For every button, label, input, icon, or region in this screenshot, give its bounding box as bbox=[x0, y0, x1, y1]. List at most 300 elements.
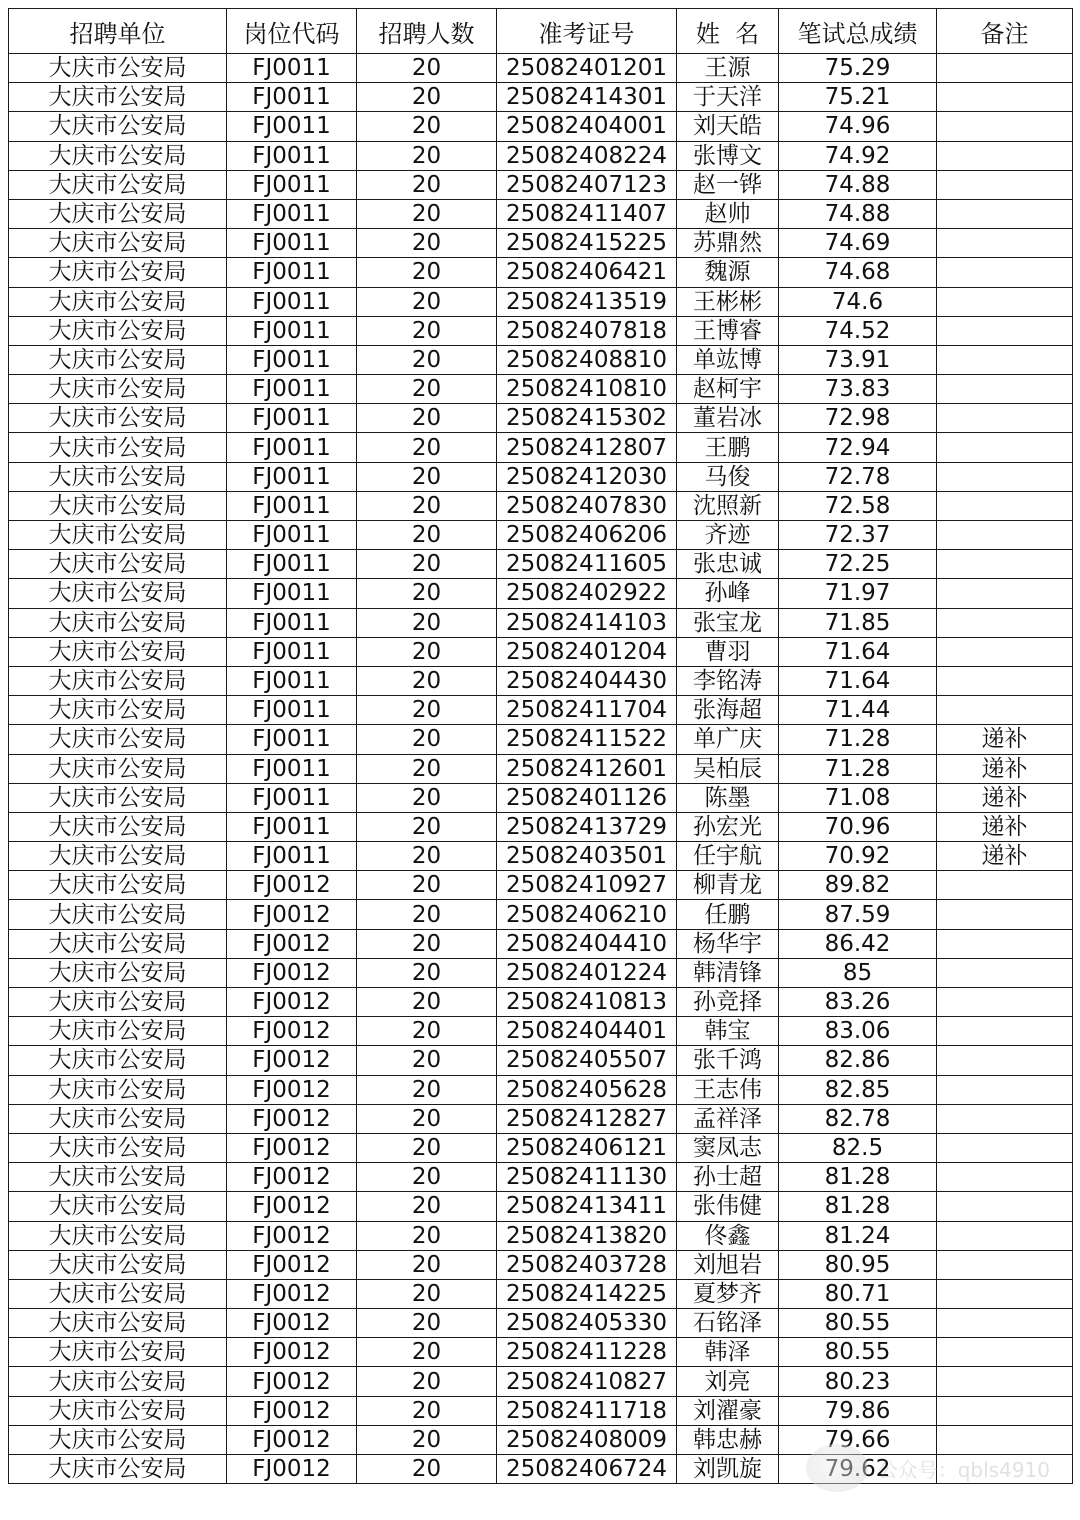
cell-name: 任宇航 bbox=[677, 842, 779, 871]
table-row bbox=[9, 404, 1073, 433]
cell-name: 吴柏辰 bbox=[677, 754, 779, 783]
table-row bbox=[9, 521, 1073, 550]
cell-position-code: FJ0011 bbox=[227, 462, 357, 491]
cell-position-code: FJ0011 bbox=[227, 491, 357, 520]
cell-written-score: 83.26 bbox=[779, 988, 937, 1017]
cell-remark bbox=[937, 141, 1073, 170]
cell-hire-count: 20 bbox=[357, 725, 497, 754]
cell-ticket-number: 25082415225 bbox=[497, 229, 677, 258]
table-row bbox=[9, 900, 1073, 929]
cell-position-code: FJ0012 bbox=[227, 1309, 357, 1338]
cell-remark bbox=[937, 404, 1073, 433]
cell-remark bbox=[937, 112, 1073, 141]
cell-hire-count: 20 bbox=[357, 1192, 497, 1221]
table-row bbox=[9, 579, 1073, 608]
cell-position-code: FJ0012 bbox=[227, 988, 357, 1017]
cell-hire-count: 20 bbox=[357, 842, 497, 871]
cell-written-score: 79.66 bbox=[779, 1425, 937, 1454]
cell-name: 孟祥泽 bbox=[677, 1104, 779, 1133]
cell-remark bbox=[937, 1309, 1073, 1338]
cell-unit: 大庆市公安局 bbox=[9, 988, 227, 1017]
cell-hire-count: 20 bbox=[357, 1075, 497, 1104]
cell-written-score: 74.68 bbox=[779, 258, 937, 287]
cell-hire-count: 20 bbox=[357, 666, 497, 695]
cell-written-score: 82.85 bbox=[779, 1075, 937, 1104]
cell-ticket-number: 25082411407 bbox=[497, 199, 677, 228]
cell-written-score: 87.59 bbox=[779, 900, 937, 929]
cell-unit: 大庆市公安局 bbox=[9, 1396, 227, 1425]
cell-written-score: 82.86 bbox=[779, 1046, 937, 1075]
cell-ticket-number: 25082410810 bbox=[497, 375, 677, 404]
cell-ticket-number: 25082410827 bbox=[497, 1367, 677, 1396]
cell-remark bbox=[937, 229, 1073, 258]
cell-unit: 大庆市公安局 bbox=[9, 1455, 227, 1484]
cell-ticket-number: 25082414301 bbox=[497, 83, 677, 112]
cell-written-score: 81.28 bbox=[779, 1192, 937, 1221]
header-written-score: 笔试总成绩 bbox=[779, 9, 937, 54]
cell-position-code: FJ0011 bbox=[227, 783, 357, 812]
cell-hire-count: 20 bbox=[357, 112, 497, 141]
cell-position-code: FJ0012 bbox=[227, 1221, 357, 1250]
cell-name: 刘旭岩 bbox=[677, 1250, 779, 1279]
cell-remark bbox=[937, 988, 1073, 1017]
cell-hire-count: 20 bbox=[357, 141, 497, 170]
cell-remark bbox=[937, 345, 1073, 374]
cell-name: 赵柯宇 bbox=[677, 375, 779, 404]
table-row bbox=[9, 316, 1073, 345]
cell-unit: 大庆市公安局 bbox=[9, 1367, 227, 1396]
table-row bbox=[9, 1133, 1073, 1162]
table-header-row bbox=[9, 9, 1073, 54]
cell-unit: 大庆市公安局 bbox=[9, 258, 227, 287]
cell-ticket-number: 25082412807 bbox=[497, 433, 677, 462]
cell-name: 单广庆 bbox=[677, 725, 779, 754]
table-row bbox=[9, 1104, 1073, 1133]
cell-remark bbox=[937, 929, 1073, 958]
cell-name: 孙峰 bbox=[677, 579, 779, 608]
cell-unit: 大庆市公安局 bbox=[9, 1075, 227, 1104]
cell-hire-count: 20 bbox=[357, 696, 497, 725]
cell-unit: 大庆市公安局 bbox=[9, 54, 227, 83]
cell-hire-count: 20 bbox=[357, 54, 497, 83]
cell-position-code: FJ0011 bbox=[227, 608, 357, 637]
cell-unit: 大庆市公安局 bbox=[9, 112, 227, 141]
cell-ticket-number: 25082404401 bbox=[497, 1017, 677, 1046]
table-row bbox=[9, 1367, 1073, 1396]
cell-written-score: 73.83 bbox=[779, 375, 937, 404]
table-row bbox=[9, 345, 1073, 374]
cell-remark bbox=[937, 316, 1073, 345]
cell-written-score: 71.85 bbox=[779, 608, 937, 637]
cell-hire-count: 20 bbox=[357, 258, 497, 287]
cell-name: 齐迹 bbox=[677, 521, 779, 550]
cell-position-code: FJ0011 bbox=[227, 229, 357, 258]
cell-written-score: 71.64 bbox=[779, 666, 937, 695]
cell-ticket-number: 25082412601 bbox=[497, 754, 677, 783]
cell-written-score: 71.97 bbox=[779, 579, 937, 608]
cell-hire-count: 20 bbox=[357, 1279, 497, 1308]
cell-hire-count: 20 bbox=[357, 170, 497, 199]
cell-hire-count: 20 bbox=[357, 1221, 497, 1250]
cell-unit: 大庆市公安局 bbox=[9, 754, 227, 783]
cell-position-code: FJ0012 bbox=[227, 1075, 357, 1104]
cell-position-code: FJ0011 bbox=[227, 287, 357, 316]
table-row bbox=[9, 491, 1073, 520]
table-row bbox=[9, 1425, 1073, 1454]
cell-remark: 递补 bbox=[937, 783, 1073, 812]
cell-name: 孙竞择 bbox=[677, 988, 779, 1017]
cell-hire-count: 20 bbox=[357, 1250, 497, 1279]
cell-remark bbox=[937, 958, 1073, 987]
cell-name: 韩忠赫 bbox=[677, 1425, 779, 1454]
cell-unit: 大庆市公安局 bbox=[9, 608, 227, 637]
cell-ticket-number: 25082403728 bbox=[497, 1250, 677, 1279]
table-row bbox=[9, 1046, 1073, 1075]
cell-name: 孙士超 bbox=[677, 1163, 779, 1192]
cell-name: 魏源 bbox=[677, 258, 779, 287]
cell-remark bbox=[937, 1338, 1073, 1367]
cell-position-code: FJ0012 bbox=[227, 1133, 357, 1162]
cell-hire-count: 20 bbox=[357, 83, 497, 112]
cell-position-code: FJ0012 bbox=[227, 1163, 357, 1192]
cell-ticket-number: 25082406421 bbox=[497, 258, 677, 287]
cell-position-code: FJ0012 bbox=[227, 1279, 357, 1308]
table-row bbox=[9, 666, 1073, 695]
cell-remark bbox=[937, 1455, 1073, 1484]
cell-hire-count: 20 bbox=[357, 988, 497, 1017]
cell-name: 苏鼎然 bbox=[677, 229, 779, 258]
cell-position-code: FJ0011 bbox=[227, 842, 357, 871]
table-row bbox=[9, 229, 1073, 258]
table-row bbox=[9, 871, 1073, 900]
cell-ticket-number: 25082407818 bbox=[497, 316, 677, 345]
cell-ticket-number: 25082410927 bbox=[497, 871, 677, 900]
cell-name: 韩泽 bbox=[677, 1338, 779, 1367]
cell-position-code: FJ0011 bbox=[227, 316, 357, 345]
cell-remark bbox=[937, 521, 1073, 550]
cell-unit: 大庆市公安局 bbox=[9, 83, 227, 112]
cell-written-score: 74.96 bbox=[779, 112, 937, 141]
cell-written-score: 80.23 bbox=[779, 1367, 937, 1396]
table-row bbox=[9, 170, 1073, 199]
header-position-code: 岗位代码 bbox=[227, 9, 357, 54]
cell-unit: 大庆市公安局 bbox=[9, 170, 227, 199]
cell-ticket-number: 25082415302 bbox=[497, 404, 677, 433]
cell-remark bbox=[937, 1221, 1073, 1250]
table-row bbox=[9, 1309, 1073, 1338]
cell-position-code: FJ0011 bbox=[227, 258, 357, 287]
cell-position-code: FJ0012 bbox=[227, 1017, 357, 1046]
cell-name: 张博文 bbox=[677, 141, 779, 170]
table-row bbox=[9, 141, 1073, 170]
cell-name: 刘亮 bbox=[677, 1367, 779, 1396]
cell-ticket-number: 25082406210 bbox=[497, 900, 677, 929]
cell-unit: 大庆市公安局 bbox=[9, 550, 227, 579]
cell-remark bbox=[937, 1075, 1073, 1104]
cell-remark bbox=[937, 1133, 1073, 1162]
cell-remark bbox=[937, 170, 1073, 199]
cell-position-code: FJ0012 bbox=[227, 1367, 357, 1396]
cell-written-score: 74.6 bbox=[779, 287, 937, 316]
cell-ticket-number: 25082408810 bbox=[497, 345, 677, 374]
cell-remark bbox=[937, 54, 1073, 83]
cell-unit: 大庆市公安局 bbox=[9, 316, 227, 345]
cell-written-score: 79.62 bbox=[779, 1455, 937, 1484]
cell-ticket-number: 25082406121 bbox=[497, 1133, 677, 1162]
cell-name: 韩清锋 bbox=[677, 958, 779, 987]
cell-written-score: 74.88 bbox=[779, 199, 937, 228]
cell-remark bbox=[937, 1425, 1073, 1454]
cell-hire-count: 20 bbox=[357, 550, 497, 579]
cell-remark bbox=[937, 1192, 1073, 1221]
cell-remark bbox=[937, 258, 1073, 287]
cell-ticket-number: 25082411130 bbox=[497, 1163, 677, 1192]
cell-unit: 大庆市公安局 bbox=[9, 462, 227, 491]
cell-unit: 大庆市公安局 bbox=[9, 725, 227, 754]
cell-remark bbox=[937, 550, 1073, 579]
cell-ticket-number: 25082401204 bbox=[497, 637, 677, 666]
cell-written-score: 74.88 bbox=[779, 170, 937, 199]
cell-hire-count: 20 bbox=[357, 1046, 497, 1075]
cell-unit: 大庆市公安局 bbox=[9, 1163, 227, 1192]
cell-position-code: FJ0011 bbox=[227, 433, 357, 462]
cell-unit: 大庆市公安局 bbox=[9, 812, 227, 841]
table-row bbox=[9, 812, 1073, 841]
cell-written-score: 81.28 bbox=[779, 1163, 937, 1192]
cell-hire-count: 20 bbox=[357, 1367, 497, 1396]
table-row bbox=[9, 1163, 1073, 1192]
cell-name: 柳青龙 bbox=[677, 871, 779, 900]
table-row bbox=[9, 1455, 1073, 1484]
table-row bbox=[9, 433, 1073, 462]
table-row bbox=[9, 783, 1073, 812]
cell-name: 王源 bbox=[677, 54, 779, 83]
cell-ticket-number: 25082405628 bbox=[497, 1075, 677, 1104]
cell-name: 张宝龙 bbox=[677, 608, 779, 637]
cell-remark: 递补 bbox=[937, 812, 1073, 841]
cell-unit: 大庆市公安局 bbox=[9, 842, 227, 871]
cell-unit: 大庆市公安局 bbox=[9, 1309, 227, 1338]
table-row bbox=[9, 1221, 1073, 1250]
cell-unit: 大庆市公安局 bbox=[9, 929, 227, 958]
cell-written-score: 72.98 bbox=[779, 404, 937, 433]
cell-name: 刘凯旋 bbox=[677, 1455, 779, 1484]
cell-written-score: 75.21 bbox=[779, 83, 937, 112]
cell-ticket-number: 25082407123 bbox=[497, 170, 677, 199]
cell-unit: 大庆市公安局 bbox=[9, 1425, 227, 1454]
cell-position-code: FJ0012 bbox=[227, 1104, 357, 1133]
cell-hire-count: 20 bbox=[357, 404, 497, 433]
header-unit: 招聘单位 bbox=[9, 9, 227, 54]
score-sheet bbox=[8, 8, 1073, 1484]
cell-remark bbox=[937, 579, 1073, 608]
cell-ticket-number: 25082413519 bbox=[497, 287, 677, 316]
cell-hire-count: 20 bbox=[357, 929, 497, 958]
cell-position-code: FJ0011 bbox=[227, 404, 357, 433]
cell-position-code: FJ0011 bbox=[227, 83, 357, 112]
cell-written-score: 72.94 bbox=[779, 433, 937, 462]
cell-ticket-number: 25082410813 bbox=[497, 988, 677, 1017]
header-name: 姓 名 bbox=[677, 9, 779, 54]
cell-name: 孙宏光 bbox=[677, 812, 779, 841]
cell-unit: 大庆市公安局 bbox=[9, 958, 227, 987]
cell-ticket-number: 25082404410 bbox=[497, 929, 677, 958]
cell-remark bbox=[937, 1367, 1073, 1396]
cell-position-code: FJ0012 bbox=[227, 1396, 357, 1425]
cell-remark: 递补 bbox=[937, 842, 1073, 871]
cell-remark bbox=[937, 433, 1073, 462]
cell-name: 沈照新 bbox=[677, 491, 779, 520]
cell-remark bbox=[937, 871, 1073, 900]
cell-unit: 大庆市公安局 bbox=[9, 521, 227, 550]
cell-unit: 大庆市公安局 bbox=[9, 1221, 227, 1250]
cell-name: 曹羽 bbox=[677, 637, 779, 666]
cell-position-code: FJ0012 bbox=[227, 1425, 357, 1454]
table-row bbox=[9, 696, 1073, 725]
cell-written-score: 71.64 bbox=[779, 637, 937, 666]
cell-name: 李铭涛 bbox=[677, 666, 779, 695]
cell-position-code: FJ0011 bbox=[227, 579, 357, 608]
cell-remark bbox=[937, 1046, 1073, 1075]
cell-hire-count: 20 bbox=[357, 375, 497, 404]
cell-name: 陈墨 bbox=[677, 783, 779, 812]
cell-ticket-number: 25082414225 bbox=[497, 1279, 677, 1308]
cell-position-code: FJ0012 bbox=[227, 1338, 357, 1367]
cell-remark bbox=[937, 1163, 1073, 1192]
cell-written-score: 71.28 bbox=[779, 725, 937, 754]
cell-position-code: FJ0011 bbox=[227, 345, 357, 374]
table-row bbox=[9, 1338, 1073, 1367]
cell-written-score: 73.91 bbox=[779, 345, 937, 374]
cell-remark bbox=[937, 287, 1073, 316]
cell-ticket-number: 25082411522 bbox=[497, 725, 677, 754]
cell-unit: 大庆市公安局 bbox=[9, 900, 227, 929]
cell-name: 刘濯豪 bbox=[677, 1396, 779, 1425]
cell-hire-count: 20 bbox=[357, 871, 497, 900]
cell-written-score: 74.92 bbox=[779, 141, 937, 170]
cell-ticket-number: 25082403501 bbox=[497, 842, 677, 871]
cell-hire-count: 20 bbox=[357, 1455, 497, 1484]
cell-hire-count: 20 bbox=[357, 199, 497, 228]
cell-unit: 大庆市公安局 bbox=[9, 579, 227, 608]
cell-remark bbox=[937, 900, 1073, 929]
table-row bbox=[9, 54, 1073, 83]
cell-ticket-number: 25082413729 bbox=[497, 812, 677, 841]
cell-remark bbox=[937, 462, 1073, 491]
cell-unit: 大庆市公安局 bbox=[9, 1279, 227, 1308]
cell-hire-count: 20 bbox=[357, 1309, 497, 1338]
cell-written-score: 70.92 bbox=[779, 842, 937, 871]
cell-unit: 大庆市公安局 bbox=[9, 199, 227, 228]
header-hire-count: 招聘人数 bbox=[357, 9, 497, 54]
cell-hire-count: 20 bbox=[357, 1133, 497, 1162]
cell-remark bbox=[937, 666, 1073, 695]
cell-written-score: 71.08 bbox=[779, 783, 937, 812]
table-row bbox=[9, 375, 1073, 404]
cell-hire-count: 20 bbox=[357, 958, 497, 987]
table-row bbox=[9, 550, 1073, 579]
cell-ticket-number: 25082413411 bbox=[497, 1192, 677, 1221]
cell-name: 张千鸿 bbox=[677, 1046, 779, 1075]
table-row bbox=[9, 1396, 1073, 1425]
cell-unit: 大庆市公安局 bbox=[9, 1046, 227, 1075]
table-row bbox=[9, 1075, 1073, 1104]
cell-ticket-number: 25082413820 bbox=[497, 1221, 677, 1250]
cell-name: 赵一铧 bbox=[677, 170, 779, 199]
cell-position-code: FJ0011 bbox=[227, 696, 357, 725]
table-row bbox=[9, 754, 1073, 783]
cell-name: 夏梦齐 bbox=[677, 1279, 779, 1308]
cell-remark bbox=[937, 1017, 1073, 1046]
cell-ticket-number: 25082411228 bbox=[497, 1338, 677, 1367]
cell-position-code: FJ0011 bbox=[227, 375, 357, 404]
cell-position-code: FJ0011 bbox=[227, 521, 357, 550]
cell-ticket-number: 25082406724 bbox=[497, 1455, 677, 1484]
cell-name: 王志伟 bbox=[677, 1075, 779, 1104]
cell-hire-count: 20 bbox=[357, 1104, 497, 1133]
cell-remark bbox=[937, 83, 1073, 112]
table-row bbox=[9, 637, 1073, 666]
table-row bbox=[9, 258, 1073, 287]
cell-position-code: FJ0011 bbox=[227, 141, 357, 170]
cell-unit: 大庆市公安局 bbox=[9, 871, 227, 900]
cell-unit: 大庆市公安局 bbox=[9, 404, 227, 433]
cell-remark bbox=[937, 1250, 1073, 1279]
cell-remark bbox=[937, 608, 1073, 637]
cell-hire-count: 20 bbox=[357, 783, 497, 812]
cell-name: 王博睿 bbox=[677, 316, 779, 345]
cell-written-score: 72.78 bbox=[779, 462, 937, 491]
cell-ticket-number: 25082402922 bbox=[497, 579, 677, 608]
cell-position-code: FJ0011 bbox=[227, 550, 357, 579]
cell-hire-count: 20 bbox=[357, 754, 497, 783]
table-row bbox=[9, 1017, 1073, 1046]
cell-ticket-number: 25082406206 bbox=[497, 521, 677, 550]
cell-unit: 大庆市公安局 bbox=[9, 1017, 227, 1046]
cell-name: 张伟健 bbox=[677, 1192, 779, 1221]
cell-ticket-number: 25082411605 bbox=[497, 550, 677, 579]
cell-position-code: FJ0011 bbox=[227, 54, 357, 83]
cell-remark bbox=[937, 1396, 1073, 1425]
cell-remark: 递补 bbox=[937, 725, 1073, 754]
cell-remark bbox=[937, 491, 1073, 520]
cell-name: 石铭泽 bbox=[677, 1309, 779, 1338]
cell-unit: 大庆市公安局 bbox=[9, 345, 227, 374]
cell-written-score: 72.58 bbox=[779, 491, 937, 520]
cell-unit: 大庆市公安局 bbox=[9, 1133, 227, 1162]
cell-hire-count: 20 bbox=[357, 433, 497, 462]
cell-written-score: 72.37 bbox=[779, 521, 937, 550]
cell-written-score: 80.95 bbox=[779, 1250, 937, 1279]
cell-remark bbox=[937, 696, 1073, 725]
cell-written-score: 86.42 bbox=[779, 929, 937, 958]
cell-ticket-number: 25082408009 bbox=[497, 1425, 677, 1454]
cell-name: 马俊 bbox=[677, 462, 779, 491]
cell-hire-count: 20 bbox=[357, 287, 497, 316]
cell-name: 单竑博 bbox=[677, 345, 779, 374]
cell-hire-count: 20 bbox=[357, 900, 497, 929]
table-row bbox=[9, 958, 1073, 987]
cell-written-score: 79.86 bbox=[779, 1396, 937, 1425]
cell-position-code: FJ0011 bbox=[227, 637, 357, 666]
cell-written-score: 89.82 bbox=[779, 871, 937, 900]
cell-unit: 大庆市公安局 bbox=[9, 1338, 227, 1367]
cell-written-score: 74.69 bbox=[779, 229, 937, 258]
cell-position-code: FJ0011 bbox=[227, 754, 357, 783]
table-row bbox=[9, 287, 1073, 316]
cell-written-score: 83.06 bbox=[779, 1017, 937, 1046]
cell-unit: 大庆市公安局 bbox=[9, 491, 227, 520]
